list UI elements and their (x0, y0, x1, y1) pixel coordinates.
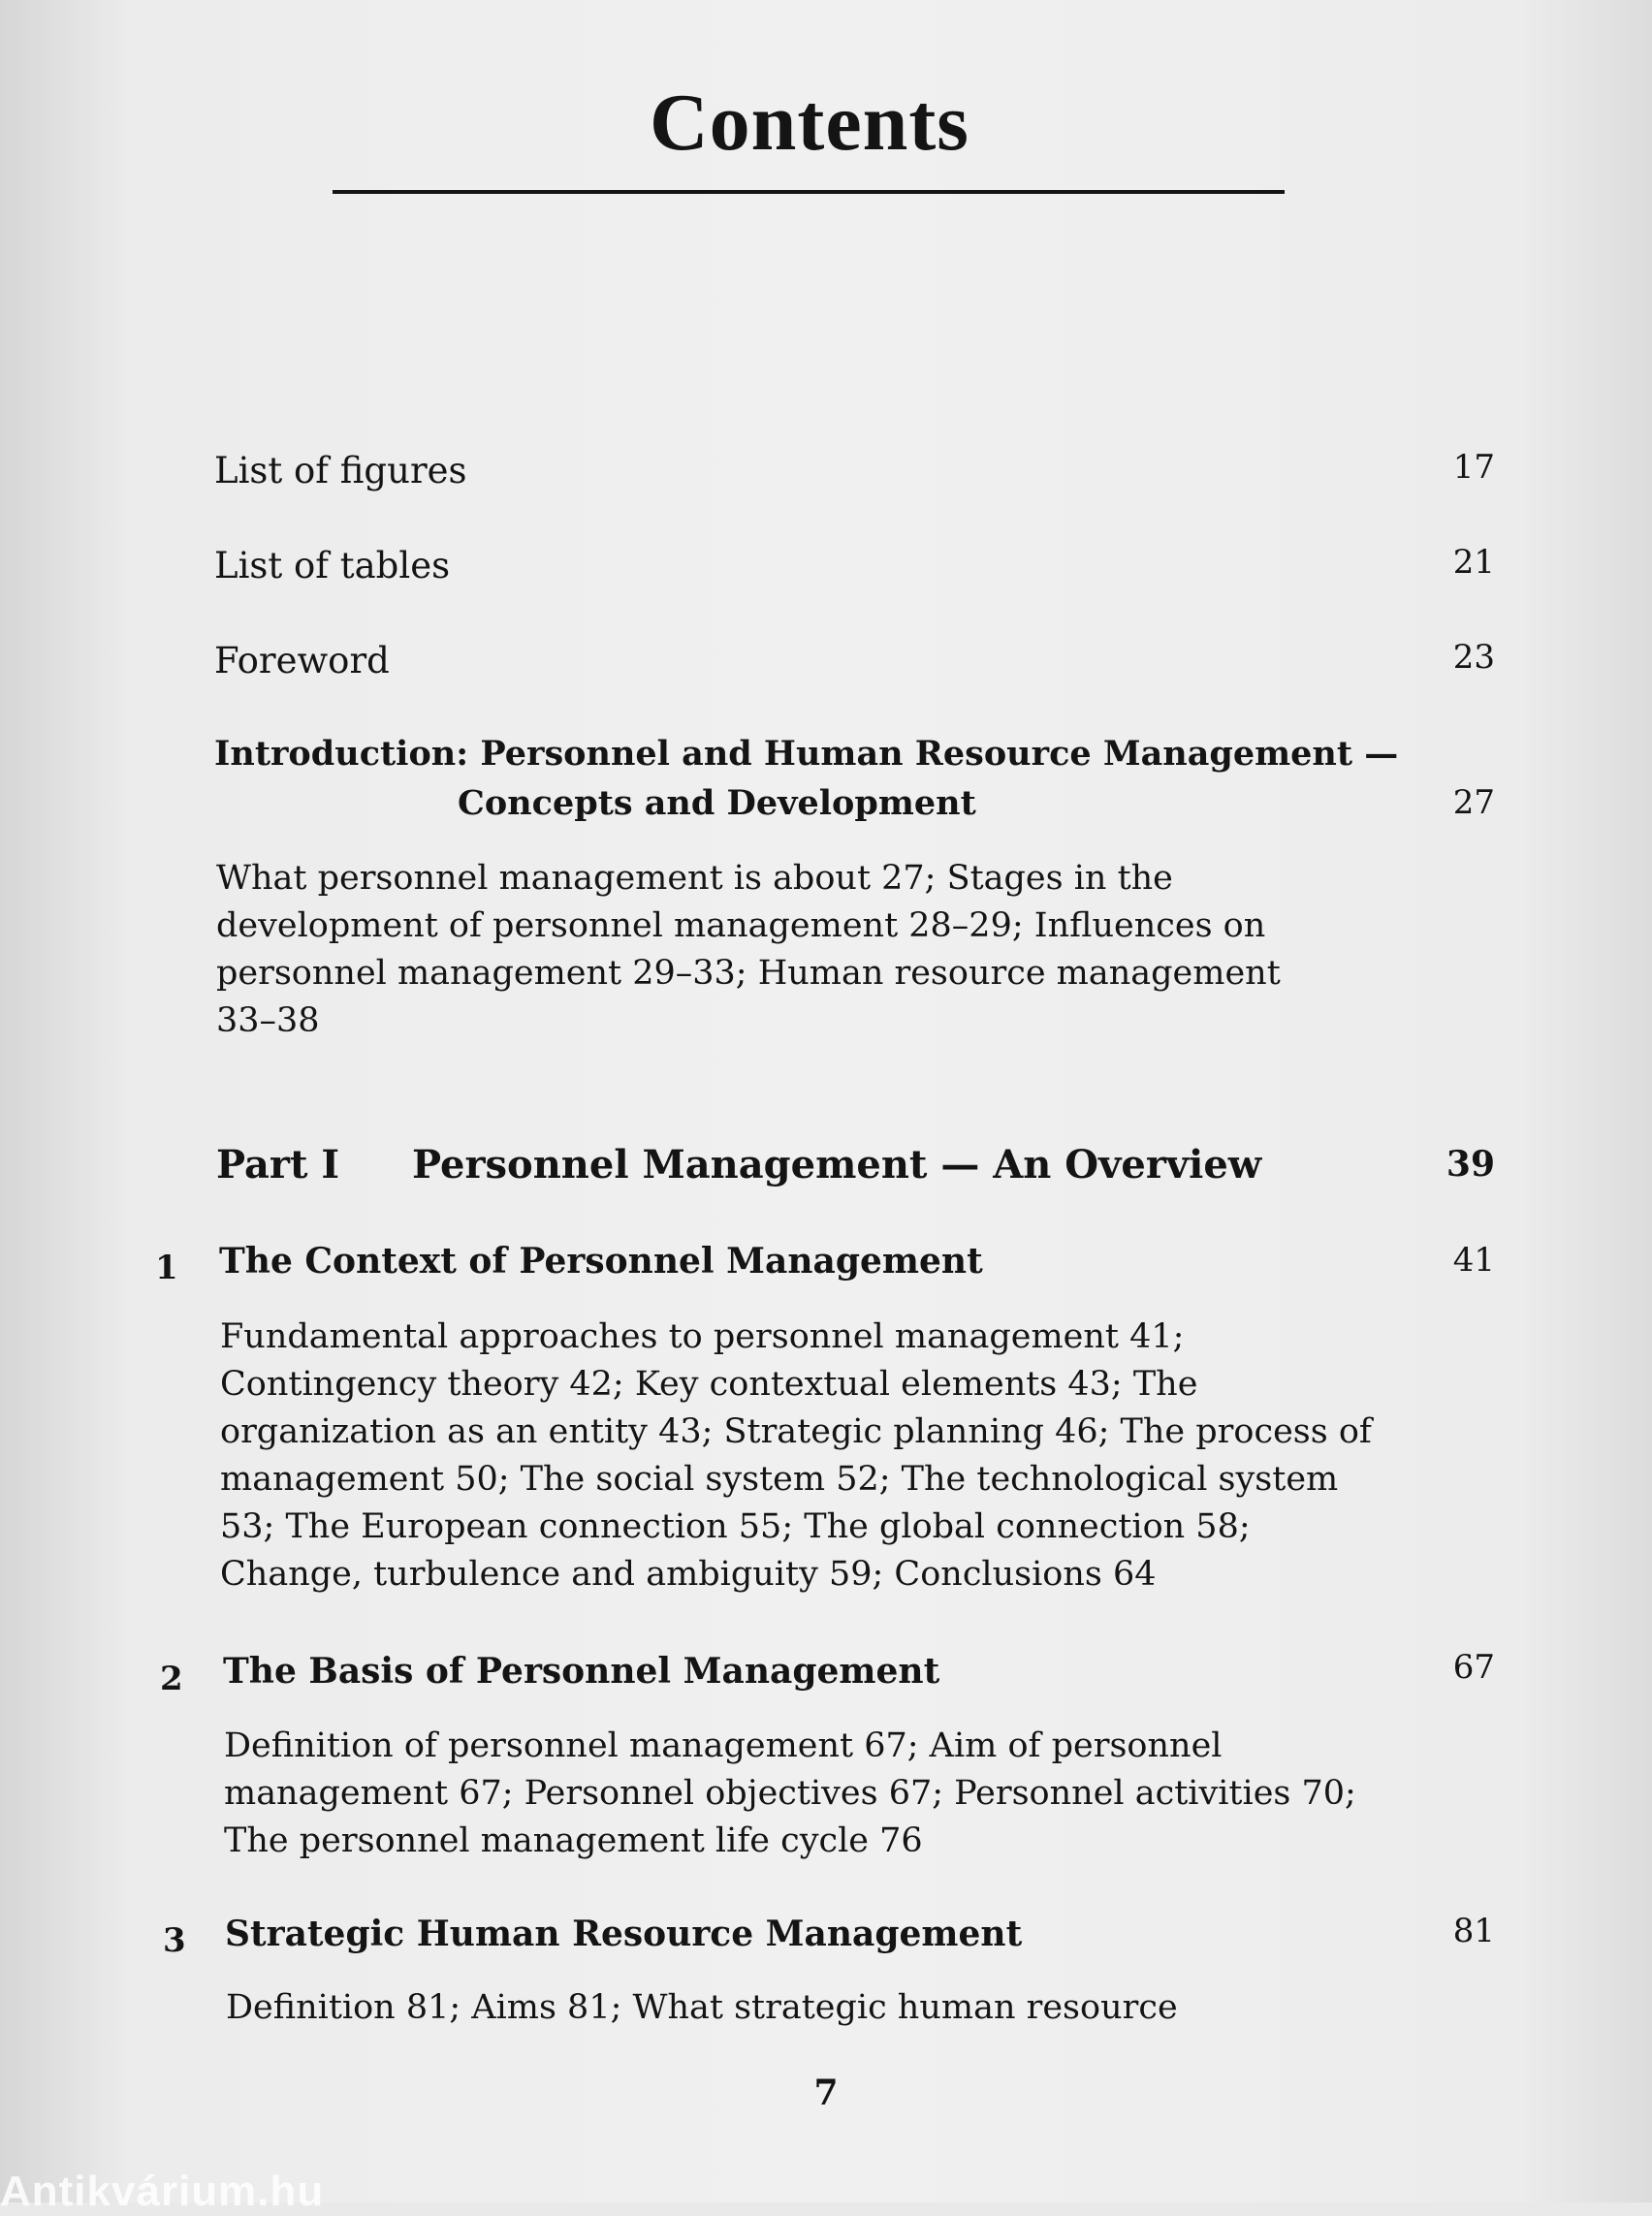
toc-part-number: Part I (216, 1142, 340, 1187)
desc-line: development of personnel management 28–29; Influences on (216, 906, 1266, 945)
toc-entry-list-of-tables: List of tables (214, 545, 451, 586)
desc-line: Change, turbulence and ambiguity 59; Conclusions 64 (220, 1555, 1157, 1594)
desc-line: management 50; The social system 52; The technological system (220, 1460, 1339, 1499)
desc-line: 53; The European connection 55; The global connection 58; (220, 1507, 1251, 1546)
toc-chapter1-description (220, 1314, 1372, 1599)
desc-line: Contingency theory 42; Key contextual elements 43; The (220, 1365, 1198, 1404)
toc-page-chapter3: 81 (1452, 1912, 1495, 1950)
toc-chapter-title: The Context of Personnel Management (219, 1241, 983, 1282)
desc-line: Fundamental approaches to personnel management 41; (220, 1317, 1185, 1356)
page-number: 7 (813, 2073, 839, 2113)
toc-page-part1: 39 (1446, 1144, 1495, 1185)
watermark-logo: Antikvárium.hu (0, 2168, 325, 2215)
toc-chapter-title: The Basis of Personnel Management (223, 1651, 940, 1692)
desc-line: organization as an entity 43; Strategic planning 46; The process of (220, 1412, 1372, 1451)
toc-chapter-number: 2 (160, 1660, 183, 1698)
toc-page-chapter1: 41 (1452, 1241, 1495, 1280)
desc-line: 33–38 (216, 1001, 320, 1040)
toc-page-foreword: 23 (1452, 638, 1495, 677)
toc-introduction-description (216, 855, 1281, 1045)
toc-page-list-of-figures: 17 (1452, 448, 1495, 487)
title-rule (333, 190, 1285, 194)
page-title: Contents (649, 78, 969, 168)
desc-line: Definition of personnel management 67; Aim of personnel (224, 1726, 1223, 1765)
toc-part-title: Personnel Management — An Overview (412, 1142, 1262, 1187)
desc-line: personnel management 29–33; Human resource management (216, 954, 1281, 993)
toc-chapter-title: Strategic Human Resource Management (225, 1914, 1023, 1954)
toc-chapter2-description (224, 1723, 1356, 1865)
desc-line: management 67; Personnel objectives 67; Personnel activities 70; (224, 1774, 1356, 1813)
desc-line: The personnel management life cycle 76 (224, 1821, 923, 1860)
desc-line: What personnel management is about 27; Stages in the (216, 859, 1173, 898)
toc-entry-introduction-title-line2: Concepts and Development (458, 783, 976, 823)
desc-line: Definition 81; Aims 81; What strategic human resource (226, 1988, 1178, 2027)
toc-page-chapter2: 67 (1452, 1648, 1495, 1687)
toc-page-introduction: 27 (1452, 783, 1495, 822)
toc-chapter3-description (226, 1984, 1178, 2032)
toc-entry-list-of-figures: List of figures (214, 450, 467, 491)
toc-chapter-number: 3 (163, 1921, 186, 1960)
toc-entry-foreword: Foreword (214, 640, 390, 681)
toc-chapter-number: 1 (155, 1249, 178, 1287)
toc-page-list-of-tables: 21 (1452, 543, 1495, 582)
toc-entry-introduction-title-line1: Introduction: Personnel and Human Resource Management — (214, 734, 1399, 774)
